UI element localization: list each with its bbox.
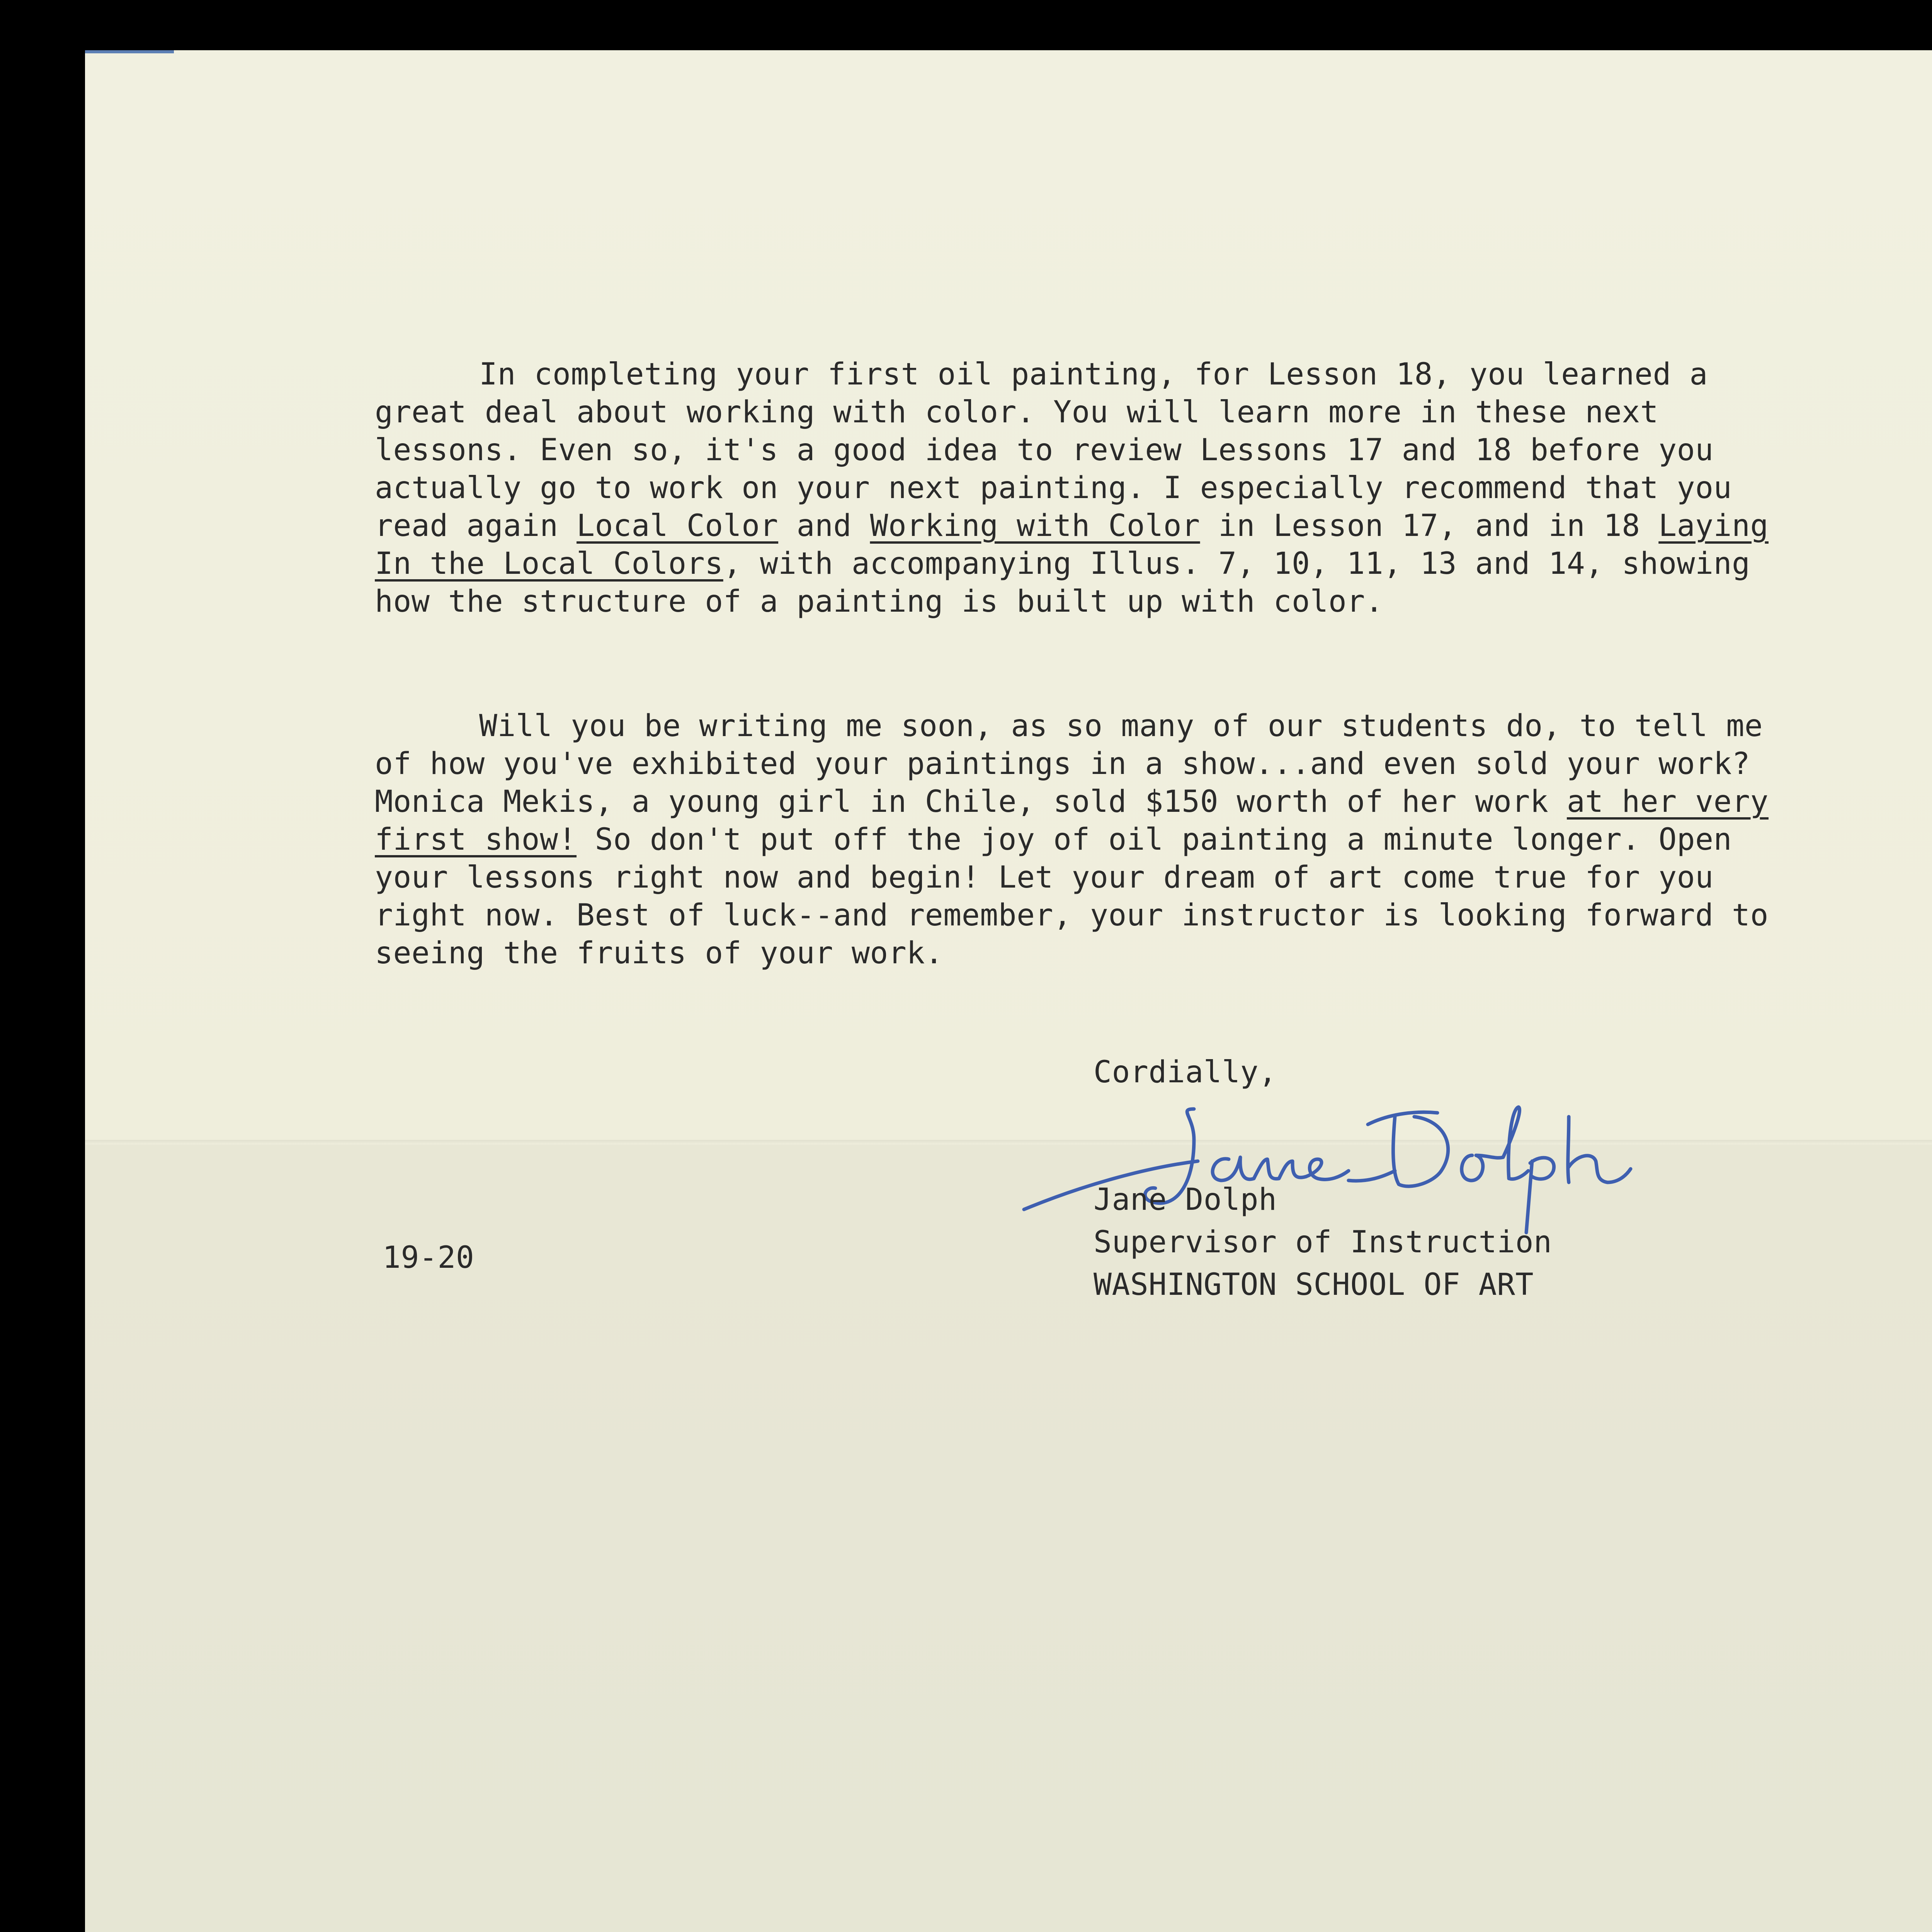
signer-title: Supervisor of Instruction	[1094, 1225, 1552, 1260]
signer-name: Jane Dolph	[1094, 1182, 1277, 1217]
lower-panel	[85, 1145, 1932, 1932]
paragraph-exhibit	[375, 707, 1804, 972]
letter-page	[85, 50, 1932, 1932]
p1-text-1: In completing your first oil painting, for Lesson 18, you learned a great deal about working with color. You will learn more in these next lessons. Even so, it's a good idea to review Lessons 17 and 18 before you actually go to work on your next painting. I especially recommend that you read again	[375, 357, 1732, 543]
p1-underlined-laying-in: Laying In the Local Colors	[375, 509, 1769, 581]
p1-underlined-working-with-color: Working with Color	[870, 509, 1200, 543]
p1-text-3: in Lesson 17, and in 18	[1200, 509, 1659, 543]
corner-mark	[85, 50, 174, 53]
reference-code: 19-20	[383, 1240, 474, 1275]
p2-underlined-first-show: at her very first show!	[375, 784, 1769, 857]
p1-text-4: , with accompanying Illus. 7, 10, 11, 13 and 14, showing how the structure of a painting is built up with color.	[375, 546, 1750, 619]
signer-organization: WASHINGTON SCHOOL OF ART	[1094, 1267, 1534, 1302]
p1-text-2: and	[778, 509, 870, 543]
p2-text-2: So don't put off the joy of oil painting a minute longer. Open your lessons right now and begin! Let your dream of art come true for you right now. Best of luck--and remember, your instructor is looking forward to seeing the fruits of your work.	[375, 822, 1769, 971]
closing-salutation: Cordially,	[1094, 1055, 1277, 1090]
p1-underlined-local-color: Local Color	[577, 509, 779, 543]
paragraph-lesson-review	[375, 355, 1804, 621]
p2-text-1: Will you be writing me soon, as so many of our students do, to tell me of how you've exhibited your paintings in a show...and even sold your work? Monica Mekis, a young girl in Chile, sold $150 worth of her work	[375, 709, 1763, 819]
